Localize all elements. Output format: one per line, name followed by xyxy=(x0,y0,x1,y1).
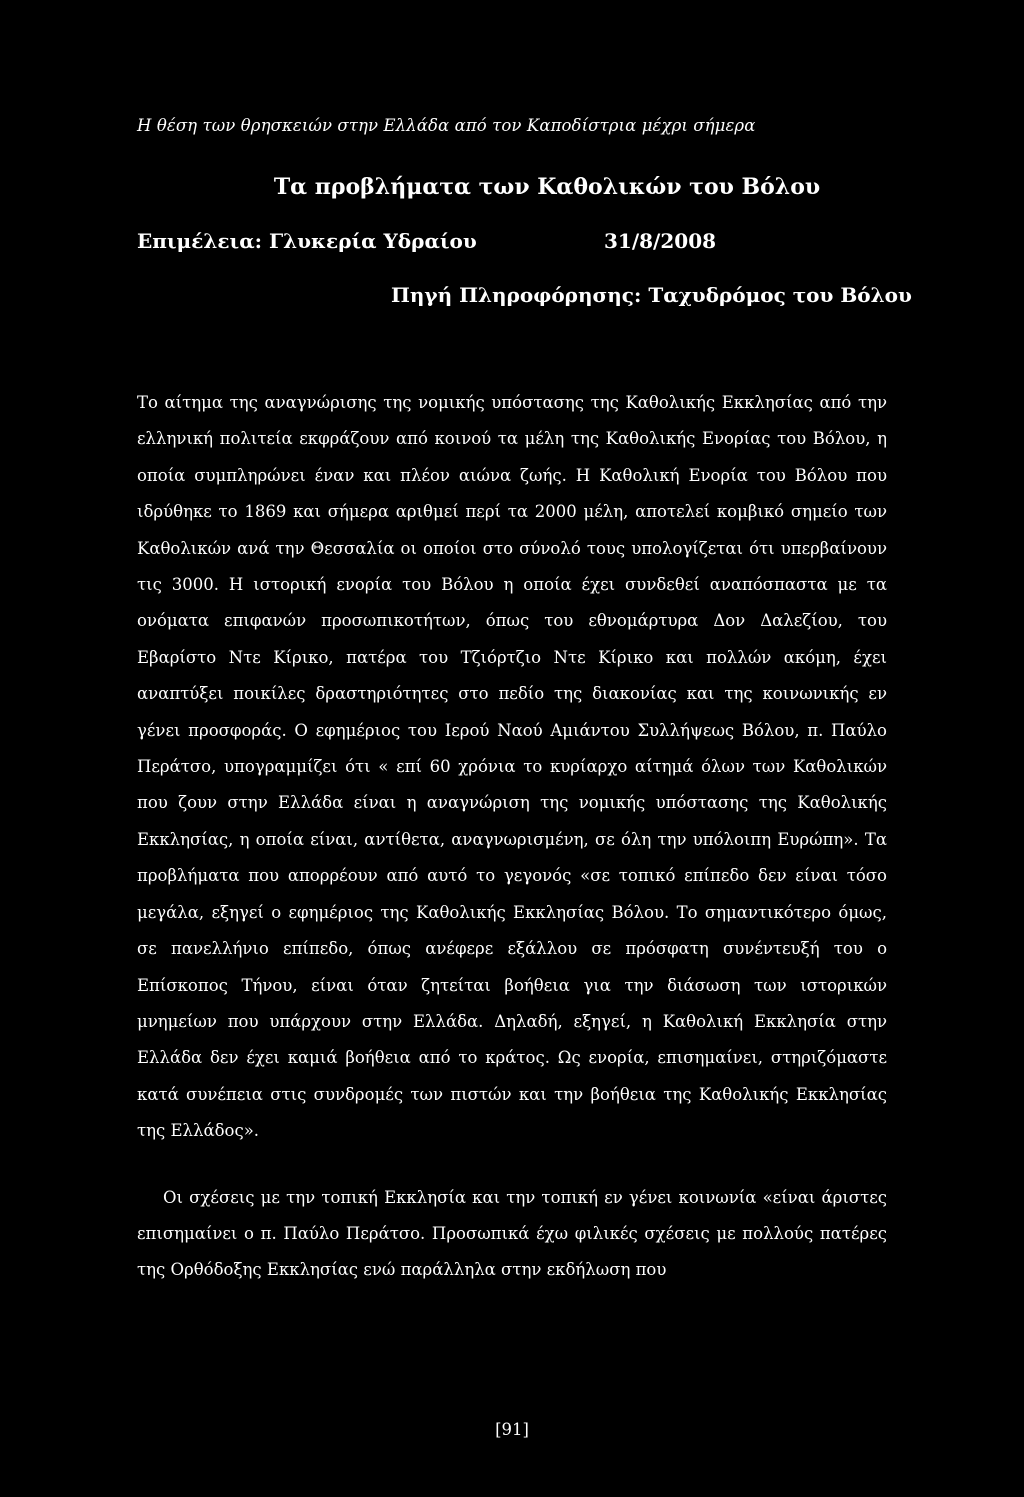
article-date: 31/8/2008 xyxy=(604,229,717,253)
page-number: [91] xyxy=(495,1420,529,1439)
article-body xyxy=(137,385,887,1289)
article-source: Πηγή Πληροφόρησης: Ταχυδρόμος του Βόλου xyxy=(391,283,912,307)
running-header: Η θέση των θρησκειών στην Ελλάδα από τον Καποδίστρια μέχρι σήμερα xyxy=(137,116,756,135)
article-editor: Επιμέλεια: Γλυκερία Υδραίου xyxy=(137,229,477,253)
body-paragraph: Το αίτημα της αναγνώρισης της νομικής υπόστασης της Καθολικής Εκκλησίας από την ελληνική πολιτεία εκφράζουν από κοινού τα μέλη της Καθολικής Ενορίας του Βόλου, η οποία συμπληρώνει έναν και πλέον αιώνα ζωής. Η Καθολική Ενορία του Βόλου που ιδρύθηκε το 1869 και σήμερα αριθμεί περί τα 2000 μέλη, αποτελεί κομβικό σημείο των Καθολικών ανά την Θεσσαλία οι οποίοι στο σύνολό τους υπολογίζεται ότι υπερβαίνουν τις 3000. Η ιστορική ενορία του Βόλου η οποία έχει συνδεθεί αναπόσπαστα με τα ονόματα επιφανών προσωπικοτήτων, όπως του εθνομάρτυρα Δον Δαλεζίου, του Εβαρίστο Ντε Κίρικο, πατέρα του Τζιόρτζιο Ντε Κίρικο και πολλών ακόμη, έχει αναπτύξει ποικίλες δραστηριότητες στο πεδίο της διακονίας και της κοινωνικής εν γένει προσφοράς. Ο εφημέριος του Ιερού Ναού Αμιάντου Συλλήψεως Βόλου, π. Παύλο Περάτσο, υπογραμμίζει ότι « επί 60 χρόνια το κυρίαρχο αίτημά όλων των Καθολικών που ζουν στην Ελλάδα είναι η αναγνώριση της νομικής υπόστασης της Καθολικής Εκκλησίας, η οποία είναι, αντίθετα, αναγνωρισμένη, σε όλη την υπόλοιπη Ευρώπη». Τα προβλήματα που απορρέουν από αυτό το γεγονός «σε τοπικό επίπεδο δεν είναι τόσο μεγάλα, εξηγεί ο εφημέριος της Καθολικής Εκκλησίας Βόλου. Το σημαντικότερο όμως, σε πανελλήνιο επίπεδο, όπως ανέφερε εξάλλου σε πρόσφατη συνέντευξή του ο Επίσκοπος Τήνου, είναι όταν ζητείται βοήθεια για την διάσωση των ιστορικών μνημείων που υπάρχουν στην Ελλάδα. Δηλαδή, εξηγεί, η Καθολική Εκκλησία στην Ελλάδα δεν έχει καμιά βοήθεια από το κράτος. Ως ενορία, επισημαίνει, στηριζόμαστε κατά συνέπεια στις συνδρομές των πιστών και την βοήθεια της Καθολικής Εκκλησίας της Ελλάδος». xyxy=(137,393,887,1141)
body-paragraph: Οι σχέσεις με την τοπική Εκκλησία και την τοπική εν γένει κοινωνία «είναι άριστες επισημαίνει ο π. Παύλο Περάτσο. Προσωπικά έχω φιλικές σχέσεις με πολλούς πατέρες της Ορθόδοξης Εκκλησίας ενώ παράλληλα στην εκδήλωση που xyxy=(137,1187,887,1280)
article-title: Τα προβλήματα των Καθολικών του Βόλου xyxy=(273,174,821,200)
